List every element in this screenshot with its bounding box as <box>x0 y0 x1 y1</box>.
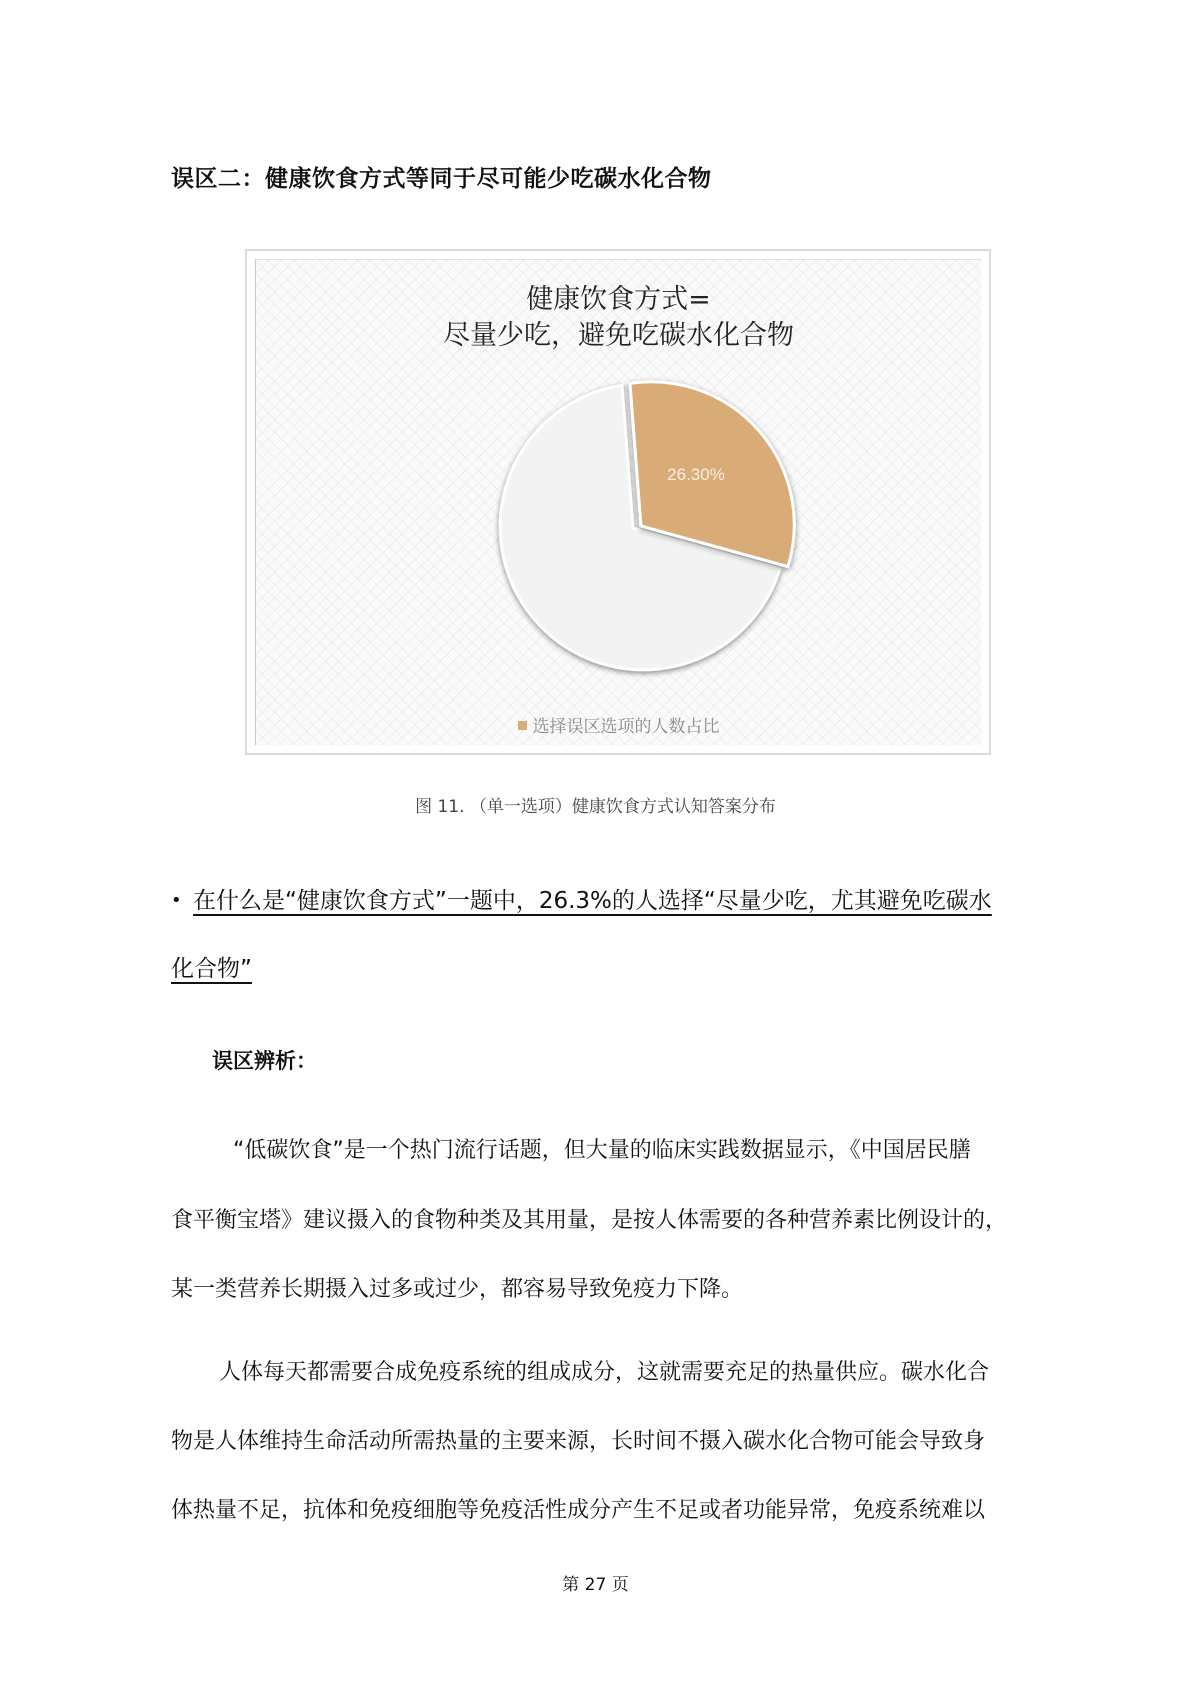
legend-label: 选择误区选项的人数占比 <box>532 717 720 737</box>
analysis-heading: 误区辨析： <box>212 1049 317 1073</box>
bullet-text-line1: 在什么是“健康饮食方式”一题中，26.3%的人选择“尽量少吃，尤其避免吃碳水 <box>193 888 992 914</box>
bullet-icon: • <box>171 890 182 911</box>
bullet-text-line2: 化合物” <box>171 956 252 982</box>
paragraph2-line1: 人体每天都需要合成免疫系统的组成成分，这就需要充足的热量供应。碳水化合 <box>219 1360 990 1385</box>
paragraph2-line3: 体热量不足，抗体和免疫细胞等免疫活性成分产生不足或者功能异常，免疫系统难以 <box>171 1498 986 1523</box>
section-heading: 误区二：健康饮食方式等同于尽可能少吃碳水化合物 <box>171 166 712 192</box>
page-number: 第 27 页 <box>562 1575 629 1595</box>
paragraph1-line3: 某一类营养长期摄入过多或过少，都容易导致免疫力下降。 <box>171 1277 744 1302</box>
bullet-point <box>171 882 992 915</box>
pie-chart <box>245 249 991 755</box>
slice-data-label: 26.30% <box>667 465 725 484</box>
paragraph2-line2: 物是人体维持生命活动所需热量的主要来源，长时间不摄入碳水化合物可能会导致身 <box>171 1429 986 1454</box>
legend-swatch-icon <box>518 721 527 730</box>
bullet-continuation <box>171 950 252 983</box>
paragraph1-line2: 食平衡宝塔》建议摄入的食物种类及其用量，是按人体需要的各种营养素比例设计的， <box>171 1208 1008 1233</box>
chart-plot-area <box>255 259 981 745</box>
chart-legend <box>256 712 981 737</box>
chart-title-line1: 健康饮食方式= <box>526 284 711 315</box>
paragraph1-line1: “低碳饮食”是一个热门流行话题，但大量的临床实践数据显示，《中国居民膳 <box>233 1138 971 1163</box>
chart-title-line2: 尽量少吃，避免吃碳水化合物 <box>443 320 794 351</box>
figure-caption: 图 11. （单一选项）健康饮食方式认知答案分布 <box>415 797 776 817</box>
pie-graphic <box>256 260 984 748</box>
